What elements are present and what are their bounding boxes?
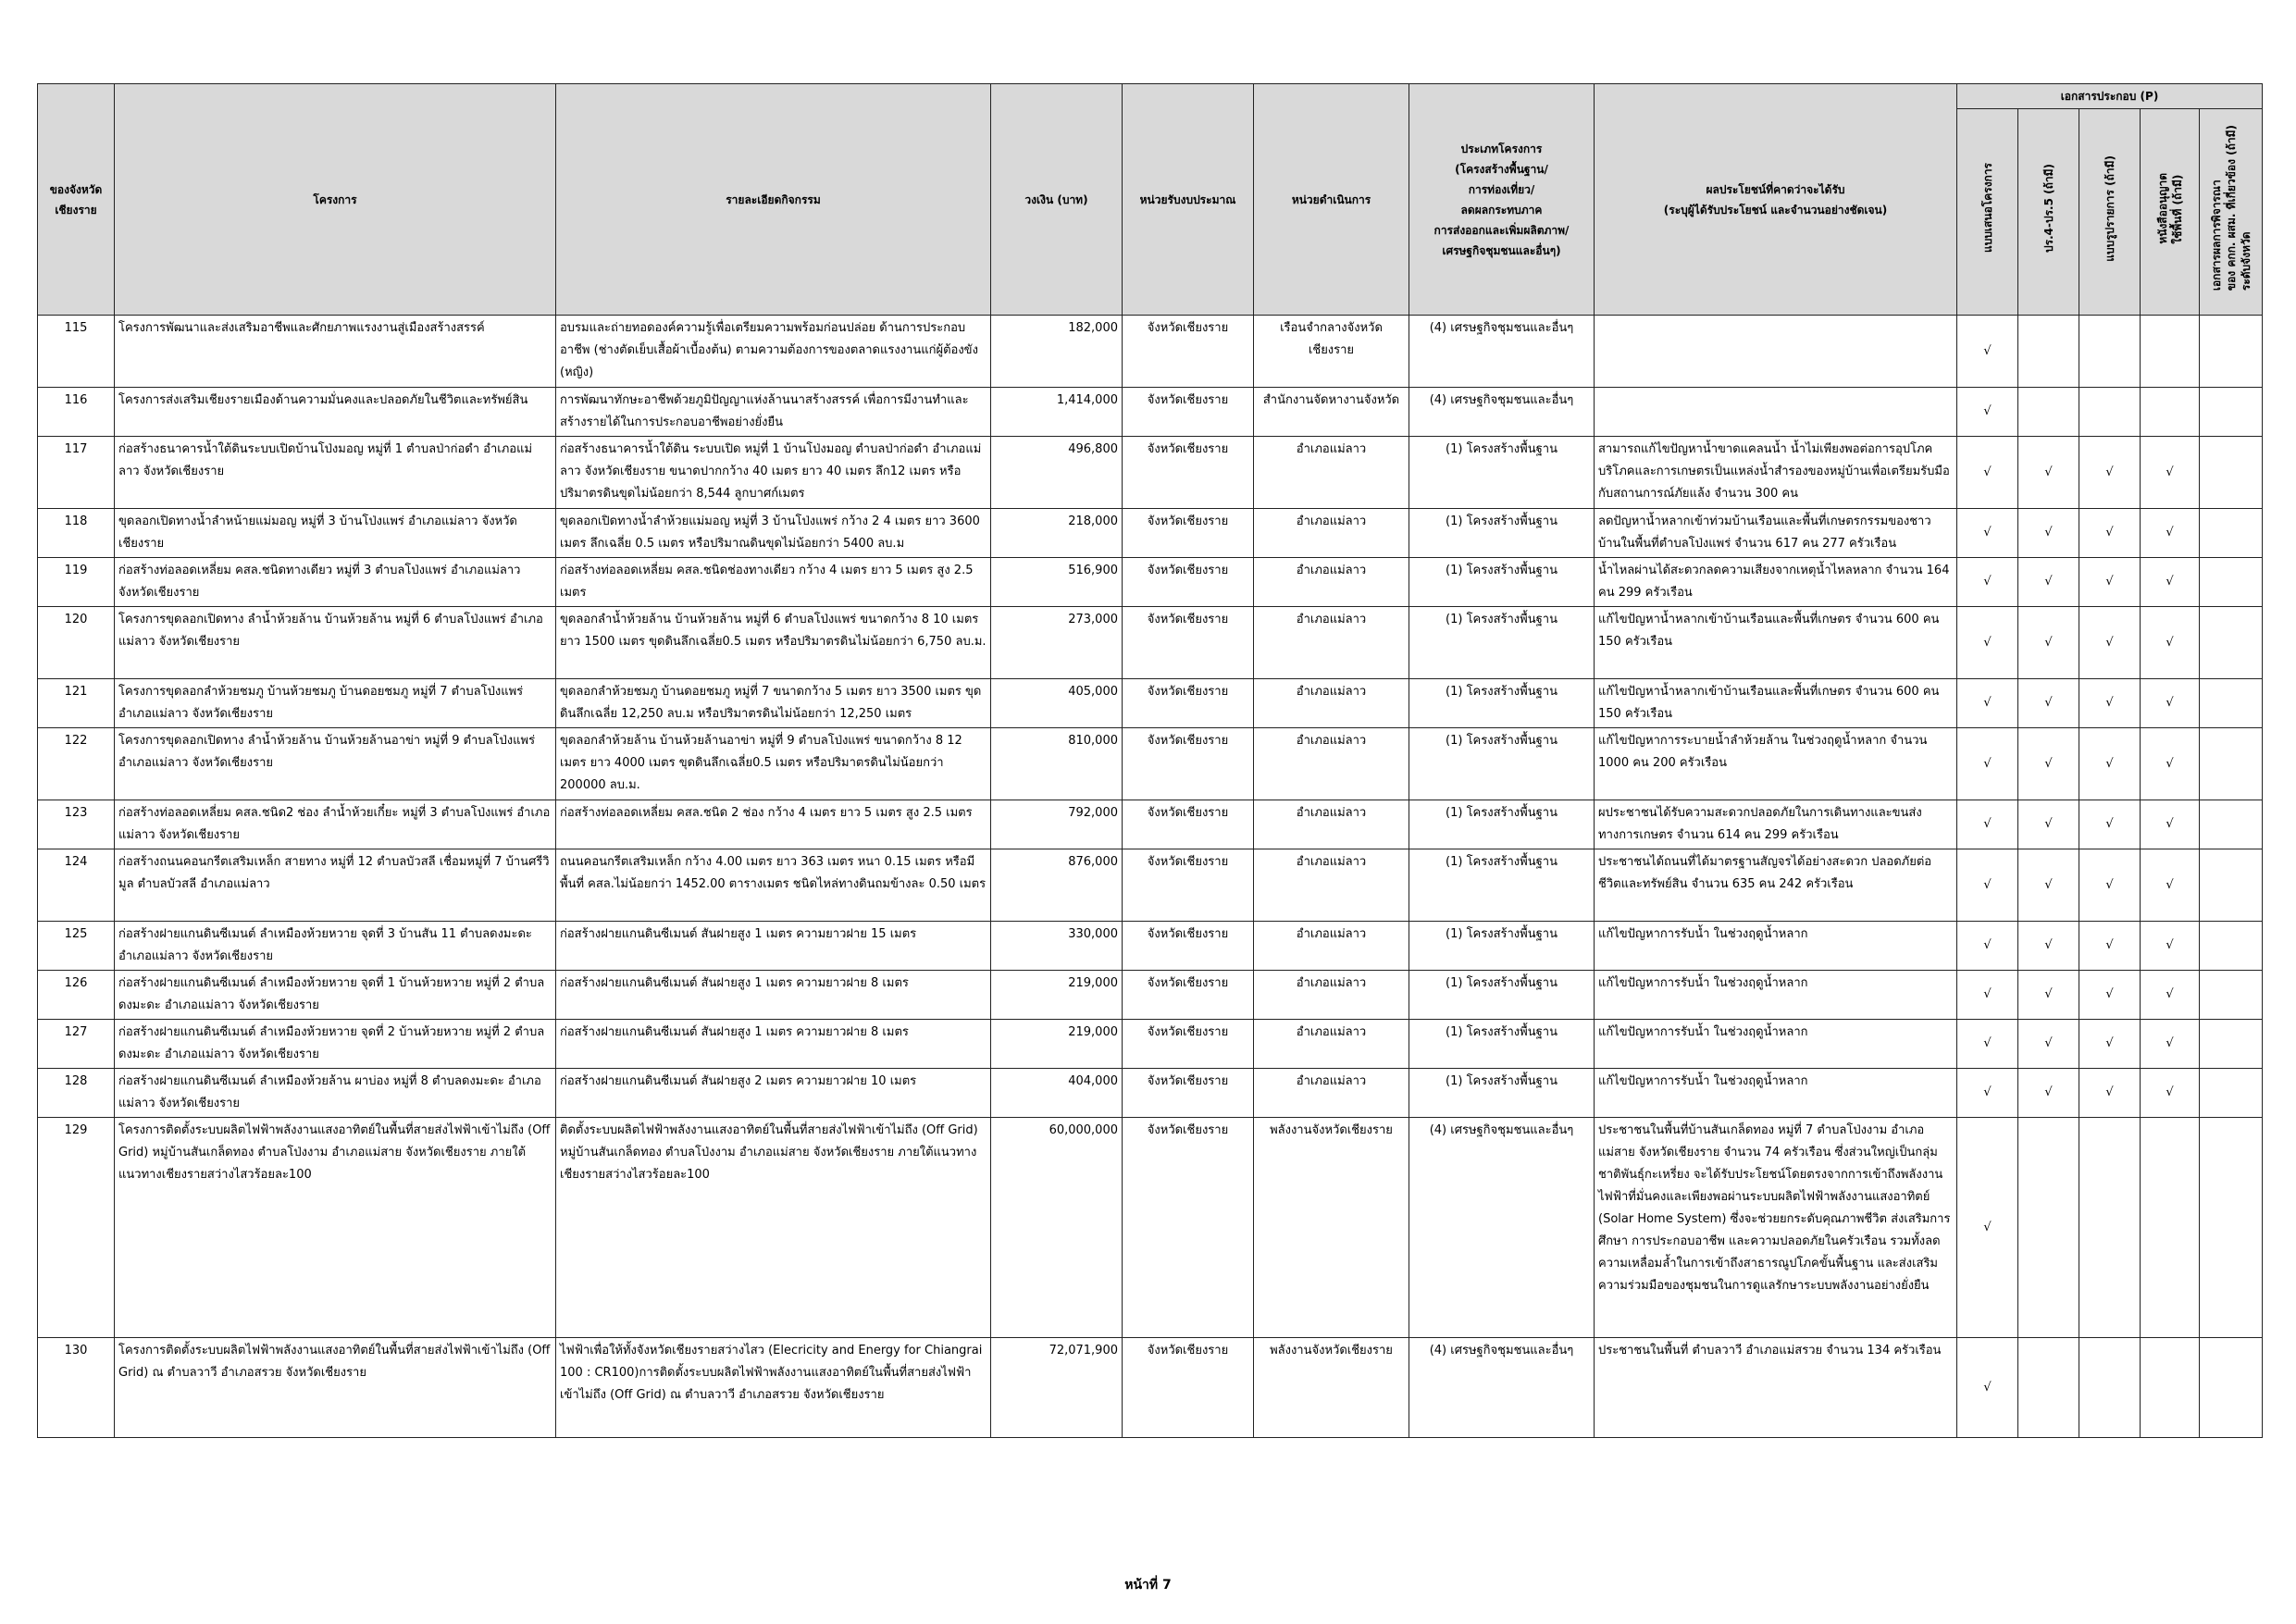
row-benefit bbox=[1595, 316, 1957, 388]
row-check-committee bbox=[2200, 388, 2263, 437]
row-check-drawing bbox=[2079, 388, 2141, 437]
table-row bbox=[38, 679, 2263, 728]
row-project-type: (4) เศรษฐกิจชุมชนและอื่นๆ bbox=[1409, 1118, 1595, 1338]
row-check-drawing: √ bbox=[2079, 849, 2141, 922]
row-check-drawing: √ bbox=[2079, 922, 2141, 971]
table-row bbox=[38, 1338, 2263, 1438]
row-check-estimate bbox=[2018, 388, 2079, 437]
row-project: โครงการส่งเสริมเชียงรายเมืองด้านความมั่นคงและปลอดภัยในชีวิตและทรัพย์สิน bbox=[115, 388, 556, 437]
row-amount: 1,414,000 bbox=[991, 388, 1123, 437]
row-operating-unit: สำนักงานจัดหางานจังหวัด bbox=[1254, 388, 1409, 437]
table-row bbox=[38, 922, 2263, 971]
row-detail: ก่อสร้างฝายแกนดินซีเมนต์ สันฝายสูง 2 เมตร ความยาวฝาย 10 เมตร bbox=[556, 1069, 991, 1118]
row-check-committee bbox=[2200, 1069, 2263, 1118]
header-benefit: ผลประโยชน์ที่คาดว่าจะได้รับ (ระบุผู้ได้รับประโยชน์ และจำนวนอย่างชัดเจน) bbox=[1595, 84, 1957, 316]
row-benefit: แก้ไขปัญหาน้ำหลากเข้าบ้านเรือนและพื้นที่เกษตร จำนวน 600 คน 150 ครัวเรือน bbox=[1595, 607, 1957, 679]
row-detail: ก่อสร้างฝายแกนดินซีเมนต์ สันฝายสูง 1 เมตร ความยาวฝาย 15 เมตร bbox=[556, 922, 991, 971]
row-number: 121 bbox=[38, 679, 115, 728]
header-project-type: ประเภทโครงการ (โครงสร้างพื้นฐาน/ การท่องเที่ยว/ ลดผลกระทบภาค การส่งออกและเพิ่มผลิตภาพ/ เศรษฐกิจชุมชนและอื่นๆ) bbox=[1409, 84, 1595, 316]
row-budget-unit: จังหวัดเชียงราย bbox=[1123, 607, 1254, 679]
row-budget-unit: จังหวัดเชียงราย bbox=[1123, 922, 1254, 971]
row-check-proposal: √ bbox=[1957, 437, 2018, 509]
row-check-permit bbox=[2141, 1118, 2200, 1338]
row-check-committee bbox=[2200, 679, 2263, 728]
row-check-proposal: √ bbox=[1957, 922, 2018, 971]
row-check-committee bbox=[2200, 971, 2263, 1020]
row-benefit: ประชาชนได้ถนนที่ได้มาตรฐานสัญจรได้อย่างสะดวก ปลอดภัยต่อชีวิตและทรัพย์สิน จำนวน 635 คน 242 ครัวเรือน bbox=[1595, 849, 1957, 922]
row-check-proposal: √ bbox=[1957, 509, 2018, 558]
row-operating-unit: เรือนจำกลางจังหวัดเชียงราย bbox=[1254, 316, 1409, 388]
row-budget-unit: จังหวัดเชียงราย bbox=[1123, 728, 1254, 800]
row-budget-unit: จังหวัดเชียงราย bbox=[1123, 679, 1254, 728]
row-number: 124 bbox=[38, 849, 115, 922]
row-amount: 72,071,900 bbox=[991, 1338, 1123, 1438]
header-doc-permit: หนังสืออนุญาต ใช้พื้นที่ (ถ้ามี) bbox=[2141, 109, 2200, 316]
header-doc-estimate: ปร.4-ปร.5 (ถ้ามี) bbox=[2018, 109, 2079, 316]
row-check-drawing: √ bbox=[2079, 1069, 2141, 1118]
row-detail: อบรมและถ่ายทอดองค์ความรู้เพื่อเตรียมความพร้อมก่อนปล่อย ด้านการประกอบอาชีพ (ช่างตัดเย็บเสื้อผ้าเบื้องต้น) ตามความต้องการของตลาดแรงงานแก่ผู้ต้องขัง (หญิง) bbox=[556, 316, 991, 388]
row-detail: การพัฒนาทักษะอาชีพด้วยภูมิปัญญาแห่งล้านนาสร้างสรรค์ เพื่อการมีงานทำและสร้างรายได้ในการประกอบอาชีพอย่างยั่งยืน bbox=[556, 388, 991, 437]
table-header bbox=[38, 84, 2263, 316]
row-operating-unit: อำเภอแม่ลาว bbox=[1254, 558, 1409, 607]
row-check-estimate bbox=[2018, 1118, 2079, 1338]
row-check-permit: √ bbox=[2141, 849, 2200, 922]
table-row bbox=[38, 971, 2263, 1020]
row-project: ก่อสร้างถนนคอนกรีตเสริมเหล็ก สายทาง หมู่ที่ 12 ตำบลบัวสลี เชื่อมหมู่ที่ 7 บ้านศรีวิมูล ตำบลบัวสลี อำเภอแม่ลาว bbox=[115, 849, 556, 922]
row-check-committee bbox=[2200, 1338, 2263, 1438]
row-check-proposal: √ bbox=[1957, 971, 2018, 1020]
row-benefit: แก้ไขปัญหาการรับน้ำ ในช่วงฤดูน้ำหลาก bbox=[1595, 1020, 1957, 1069]
row-project-type: (4) เศรษฐกิจชุมชนและอื่นๆ bbox=[1409, 388, 1595, 437]
header-amount: วงเงิน (บาท) bbox=[991, 84, 1123, 316]
row-check-drawing: √ bbox=[2079, 437, 2141, 509]
row-check-proposal: √ bbox=[1957, 388, 2018, 437]
row-budget-unit: จังหวัดเชียงราย bbox=[1123, 1069, 1254, 1118]
row-number: 118 bbox=[38, 509, 115, 558]
row-number: 130 bbox=[38, 1338, 115, 1438]
row-operating-unit: พลังงานจังหวัดเชียงราย bbox=[1254, 1338, 1409, 1438]
row-check-permit: √ bbox=[2141, 971, 2200, 1020]
row-check-proposal: √ bbox=[1957, 558, 2018, 607]
row-operating-unit: อำเภอแม่ลาว bbox=[1254, 728, 1409, 800]
row-project-type: (1) โครงสร้างพื้นฐาน bbox=[1409, 1020, 1595, 1069]
row-check-permit: √ bbox=[2141, 728, 2200, 800]
row-number: 115 bbox=[38, 316, 115, 388]
row-amount: 219,000 bbox=[991, 1020, 1123, 1069]
row-check-committee bbox=[2200, 1118, 2263, 1338]
row-operating-unit: อำเภอแม่ลาว bbox=[1254, 971, 1409, 1020]
row-project-type: (4) เศรษฐกิจชุมชนและอื่นๆ bbox=[1409, 1338, 1595, 1438]
row-check-permit: √ bbox=[2141, 558, 2200, 607]
row-amount: 810,000 bbox=[991, 728, 1123, 800]
row-benefit: สามารถแก้ไขปัญหาน้ำขาดแคลนน้ำ น้ำไม่เพียงพอต่อการอุปโภคบริโภคและการเกษตรเป็นแหล่งน้ำสำรองของหมู่บ้านเพื่อเตรียมรับมือกับสถานการณ์ภัยแล้ง จำนวน 300 คน bbox=[1595, 437, 1957, 509]
row-project-type: (1) โครงสร้างพื้นฐาน bbox=[1409, 728, 1595, 800]
row-detail: ก่อสร้างท่อลอดเหลี่ยม คสล.ชนิด 2 ช่อง กว้าง 4 เมตร ยาว 5 เมตร สูง 2.5 เมตร bbox=[556, 800, 991, 849]
table-row bbox=[38, 437, 2263, 509]
row-check-permit: √ bbox=[2141, 679, 2200, 728]
row-check-committee bbox=[2200, 1020, 2263, 1069]
row-check-estimate: √ bbox=[2018, 679, 2079, 728]
row-operating-unit: อำเภอแม่ลาว bbox=[1254, 849, 1409, 922]
header-province: ของจังหวัดเชียงราย bbox=[38, 84, 115, 316]
header-docs-group: เอกสารประกอบ (P) bbox=[1957, 84, 2263, 109]
row-budget-unit: จังหวัดเชียงราย bbox=[1123, 971, 1254, 1020]
row-check-proposal: √ bbox=[1957, 679, 2018, 728]
row-check-drawing: √ bbox=[2079, 971, 2141, 1020]
row-check-committee bbox=[2200, 437, 2263, 509]
row-check-committee bbox=[2200, 922, 2263, 971]
table-row bbox=[38, 1069, 2263, 1118]
row-check-estimate: √ bbox=[2018, 437, 2079, 509]
row-check-proposal: √ bbox=[1957, 1338, 2018, 1438]
row-number: 122 bbox=[38, 728, 115, 800]
page-number: หน้าที่ 7 bbox=[1124, 1578, 1172, 1593]
row-check-permit: √ bbox=[2141, 922, 2200, 971]
row-detail: ก่อสร้างธนาคารน้ำใต้ดิน ระบบเปิด หมู่ที่ 1 บ้านโป่งมอญ ตำบลป่าก่อดำ อำเภอแม่ลาว จังหวัดเชียงราย ขนาดปากกว้าง 40 เมตร ยาว 40 เมตร ลึก12 เมตร หรือปริมาตรดินขุดไม่น้อยกว่า 8,544 ลูกบาศก์เมตร bbox=[556, 437, 991, 509]
row-amount: 330,000 bbox=[991, 922, 1123, 971]
row-check-drawing bbox=[2079, 1118, 2141, 1338]
row-detail: ติดตั้งระบบผลิตไฟฟ้าพลังงานแสงอาทิตย์ในพื้นที่สายส่งไฟฟ้าเข้าไม่ถึง (Off Grid) หมู่บ้านสันเกล็ดทอง ตำบลโป่งงาม อำเภอแม่สาย จังหวัดเชียงราย ภายใต้แนวทางเชียงรายสว่างไสวร้อยละ100 bbox=[556, 1118, 991, 1338]
row-budget-unit: จังหวัดเชียงราย bbox=[1123, 558, 1254, 607]
table-row bbox=[38, 800, 2263, 849]
header-operating-unit: หน่วยดำเนินการ bbox=[1254, 84, 1409, 316]
row-benefit: แก้ไขปัญหาการรับน้ำ ในช่วงฤดูน้ำหลาก bbox=[1595, 1069, 1957, 1118]
row-operating-unit: อำเภอแม่ลาว bbox=[1254, 509, 1409, 558]
row-check-permit bbox=[2141, 388, 2200, 437]
row-check-estimate: √ bbox=[2018, 509, 2079, 558]
row-benefit: แก้ไขปัญหาน้ำหลากเข้าบ้านเรือนและพื้นที่เกษตร จำนวน 600 คน 150 ครัวเรือน bbox=[1595, 679, 1957, 728]
header-doc-committee: เอกสารผลการพิจารณา ของ คกก. ผสม. ที่เกี่ยวข้อง (ถ้ามี) ระดับจังหวัด bbox=[2200, 109, 2263, 316]
row-budget-unit: จังหวัดเชียงราย bbox=[1123, 388, 1254, 437]
row-detail: ก่อสร้างฝายแกนดินซีเมนต์ สันฝายสูง 1 เมตร ความยาวฝาย 8 เมตร bbox=[556, 1020, 991, 1069]
row-check-drawing: √ bbox=[2079, 679, 2141, 728]
table-row bbox=[38, 849, 2263, 922]
row-check-proposal: √ bbox=[1957, 607, 2018, 679]
row-detail: ไฟฟ้าเพื่อให้ทั้งจังหวัดเชียงรายสว่างไสว (Elecricity and Energy for Chiangrai 100 : CR100)การติดตั้งระบบผลิตไฟฟ้าพลังงานแสงอาทิตย์ในพื้นที่สายส่งไฟฟ้าเข้าไม่ถึง (Off Grid) ณ ตำบลวาวี อำเภอสรวย จังหวัดเชียงราย bbox=[556, 1338, 991, 1438]
row-benefit: แก้ไขปัญหาการระบายน้ำลำห้วยล้าน ในช่วงฤดูน้ำหลาก จำนวน 1000 คน 200 ครัวเรือน bbox=[1595, 728, 1957, 800]
row-project-type: (1) โครงสร้างพื้นฐาน bbox=[1409, 607, 1595, 679]
row-check-committee bbox=[2200, 509, 2263, 558]
row-project: ก่อสร้างธนาคารน้ำใต้ดินระบบเปิดบ้านโป่งมอญ หมู่ที่ 1 ตำบลป่าก่อดำ อำเภอแม่ลาว จังหวัดเชียงราย bbox=[115, 437, 556, 509]
row-check-committee bbox=[2200, 728, 2263, 800]
row-budget-unit: จังหวัดเชียงราย bbox=[1123, 1020, 1254, 1069]
row-number: 123 bbox=[38, 800, 115, 849]
projects-table bbox=[37, 83, 2263, 1438]
row-number: 127 bbox=[38, 1020, 115, 1069]
row-check-permit: √ bbox=[2141, 1020, 2200, 1069]
row-benefit: แก้ไขปัญหาการรับน้ำ ในช่วงฤดูน้ำหลาก bbox=[1595, 971, 1957, 1020]
row-check-estimate: √ bbox=[2018, 728, 2079, 800]
table-row bbox=[38, 1020, 2263, 1069]
row-amount: 218,000 bbox=[991, 509, 1123, 558]
row-amount: 60,000,000 bbox=[991, 1118, 1123, 1338]
row-number: 119 bbox=[38, 558, 115, 607]
row-number: 120 bbox=[38, 607, 115, 679]
row-check-estimate bbox=[2018, 1338, 2079, 1438]
table-row bbox=[38, 1118, 2263, 1338]
table-row bbox=[38, 558, 2263, 607]
header-doc-drawing: แบบรูปรายการ (ถ้ามี) bbox=[2079, 109, 2141, 316]
row-check-permit: √ bbox=[2141, 1069, 2200, 1118]
row-detail: ขุดลอกลำน้ำห้วยล้าน บ้านห้วยล้าน หมู่ที่ 6 ตำบลโป่งแพร่ ขนาดกว้าง 8 10 เมตร ยาว 1500 เมตร ขุดดินลึกเฉลี่ย0.5 เมตร หรือปริมาตรดินไม่น้อยกว่า 6,750 ลบ.ม. bbox=[556, 607, 991, 679]
row-check-drawing: √ bbox=[2079, 509, 2141, 558]
row-detail: ขุดลอกเปิดทางน้ำลำห้วยแม่มอญ หมู่ที่ 3 บ้านโป่งแพร่ กว้าง 2 4 เมตร ยาว 3600 เมตร ลึกเฉลี่ย 0.5 เมตร หรือปริมาณดินขุดไม่น้อยกว่า 5400 ลบ.ม bbox=[556, 509, 991, 558]
header-detail: รายละเอียดกิจกรรม bbox=[556, 84, 991, 316]
row-operating-unit: อำเภอแม่ลาว bbox=[1254, 1020, 1409, 1069]
row-project-type: (1) โครงสร้างพื้นฐาน bbox=[1409, 800, 1595, 849]
table-row bbox=[38, 388, 2263, 437]
row-check-drawing: √ bbox=[2079, 1020, 2141, 1069]
row-check-drawing: √ bbox=[2079, 558, 2141, 607]
row-project-type: (1) โครงสร้างพื้นฐาน bbox=[1409, 1069, 1595, 1118]
row-amount: 792,000 bbox=[991, 800, 1123, 849]
row-project: ก่อสร้างท่อลอดเหลี่ยม คสล.ชนิดทางเดียว หมู่ที่ 3 ตำบลโป่งแพร่ อำเภอแม่ลาว จังหวัดเชียงราย bbox=[115, 558, 556, 607]
row-project: โครงการขุดลอกลำห้วยชมภู บ้านห้วยชมภู บ้านดอยชมภู หมู่ที่ 7 ตำบลโป่งแพร่ อำเภอแม่ลาว จังหวัดเชียงราย bbox=[115, 679, 556, 728]
row-check-permit: √ bbox=[2141, 437, 2200, 509]
row-operating-unit: อำเภอแม่ลาว bbox=[1254, 800, 1409, 849]
header-project: โครงการ bbox=[115, 84, 556, 316]
row-check-estimate: √ bbox=[2018, 800, 2079, 849]
row-check-drawing bbox=[2079, 316, 2141, 388]
row-benefit: ผประชาชนได้รับความสะดวกปลอดภัยในการเดินทางและขนส่งทางการเกษตร จำนวน 614 คน 299 ครัวเรือน bbox=[1595, 800, 1957, 849]
row-project: โครงการพัฒนาและส่งเสริมอาชีพและศักยภาพแรงงานสู่เมืองสร้างสรรค์ bbox=[115, 316, 556, 388]
row-check-estimate: √ bbox=[2018, 1020, 2079, 1069]
row-project: โครงการติดตั้งระบบผลิตไฟฟ้าพลังงานแสงอาทิตย์ในพื้นที่สายส่งไฟฟ้าเข้าไม่ถึง (Off Grid) หมู่บ้านสันเกล็ดทอง ตำบลโป่งงาม อำเภอแม่สาย จังหวัดเชียงราย ภายใต้แนวทางเชียงรายสว่างไสวร้อยละ100 bbox=[115, 1118, 556, 1338]
row-check-estimate: √ bbox=[2018, 607, 2079, 679]
row-check-drawing: √ bbox=[2079, 728, 2141, 800]
row-amount: 219,000 bbox=[991, 971, 1123, 1020]
row-check-proposal: √ bbox=[1957, 800, 2018, 849]
row-check-drawing bbox=[2079, 1338, 2141, 1438]
row-amount: 876,000 bbox=[991, 849, 1123, 922]
row-budget-unit: จังหวัดเชียงราย bbox=[1123, 1118, 1254, 1338]
row-check-permit: √ bbox=[2141, 800, 2200, 849]
row-budget-unit: จังหวัดเชียงราย bbox=[1123, 509, 1254, 558]
table-row bbox=[38, 607, 2263, 679]
row-check-proposal: √ bbox=[1957, 849, 2018, 922]
row-number: 116 bbox=[38, 388, 115, 437]
row-detail: ก่อสร้างฝายแกนดินซีเมนต์ สันฝายสูง 1 เมตร ความยาวฝาย 8 เมตร bbox=[556, 971, 991, 1020]
row-amount: 273,000 bbox=[991, 607, 1123, 679]
row-budget-unit: จังหวัดเชียงราย bbox=[1123, 849, 1254, 922]
row-benefit: แก้ไขปัญหาการรับน้ำ ในช่วงฤดูน้ำหลาก bbox=[1595, 922, 1957, 971]
row-operating-unit: อำเภอแม่ลาว bbox=[1254, 679, 1409, 728]
row-detail: ขุดลอกลำห้วยชมภู บ้านดอยชมภู หมู่ที่ 7 ขนาดกว้าง 5 เมตร ยาว 3500 เมตร ขุดดินลึกเฉลี่ย 12,250 ลบ.ม หรือปริมาตรดินไม่น้อยกว่า 12,250 เมตร bbox=[556, 679, 991, 728]
row-check-committee bbox=[2200, 800, 2263, 849]
row-benefit: ประชาชนในพื้นที่ ตำบลวาวี อำเภอแม่สรวย จำนวน 134 ครัวเรือน bbox=[1595, 1338, 1957, 1438]
row-number: 129 bbox=[38, 1118, 115, 1338]
row-project-type: (1) โครงสร้างพื้นฐาน bbox=[1409, 509, 1595, 558]
row-check-proposal: √ bbox=[1957, 728, 2018, 800]
row-number: 117 bbox=[38, 437, 115, 509]
row-project: ก่อสร้างฝายแกนดินซีเมนต์ ลำเหมืองห้วยหวาย จุดที่ 1 บ้านห้วยหวาย หมู่ที่ 2 ตำบลดงมะดะ อำเภอแม่ลาว จังหวัดเชียงราย bbox=[115, 971, 556, 1020]
row-amount: 405,000 bbox=[991, 679, 1123, 728]
row-check-estimate: √ bbox=[2018, 558, 2079, 607]
row-detail: ถนนคอนกรีตเสริมเหล็ก กว้าง 4.00 เมตร ยาว 363 เมตร หนา 0.15 เมตร หรือมีพื้นที่ คสล.ไม่น้อยกว่า 1452.00 ตารางเมตร ชนิดไหล่ทางดินถมข้างละ 0.50 เมตร bbox=[556, 849, 991, 922]
table-row bbox=[38, 509, 2263, 558]
header-doc-proposal: แบบเสนอโครงการ bbox=[1957, 109, 2018, 316]
row-number: 126 bbox=[38, 971, 115, 1020]
row-budget-unit: จังหวัดเชียงราย bbox=[1123, 437, 1254, 509]
row-check-committee bbox=[2200, 558, 2263, 607]
row-project: ขุดลอกเปิดทางน้ำลำหน้ายแม่มอญ หมู่ที่ 3 บ้านโป่งแพร่ อำเภอแม่ลาว จังหวัดเชียงราย bbox=[115, 509, 556, 558]
header-budget-unit: หน่วยรับงบประมาณ bbox=[1123, 84, 1254, 316]
row-budget-unit: จังหวัดเชียงราย bbox=[1123, 1338, 1254, 1438]
row-check-estimate bbox=[2018, 316, 2079, 388]
table-body bbox=[38, 316, 2263, 1438]
row-check-estimate: √ bbox=[2018, 922, 2079, 971]
row-project: ก่อสร้างท่อลอดเหลี่ยม คสล.ชนิด2 ช่อง ลำน้ำห้วยเกี๋ยะ หมู่ที่ 3 ตำบลโป่งแพร่ อำเภอแม่ลาว จังหวัดเชียงราย bbox=[115, 800, 556, 849]
row-number: 125 bbox=[38, 922, 115, 971]
row-check-permit bbox=[2141, 1338, 2200, 1438]
row-check-proposal: √ bbox=[1957, 1020, 2018, 1069]
row-check-drawing: √ bbox=[2079, 607, 2141, 679]
row-amount: 496,800 bbox=[991, 437, 1123, 509]
row-project: ก่อสร้างฝายแกนดินซีเมนต์ ลำเหมืองห้วยหวาย จุดที่ 3 บ้านสัน 11 ตำบลดงมะดะ อำเภอแม่ลาว จังหวัดเชียงราย bbox=[115, 922, 556, 971]
row-project-type: (1) โครงสร้างพื้นฐาน bbox=[1409, 679, 1595, 728]
row-operating-unit: อำเภอแม่ลาว bbox=[1254, 607, 1409, 679]
row-project: ก่อสร้างฝายแกนดินซีเมนต์ ลำเหมืองห้วยหวาย จุดที่ 2 บ้านห้วยหวาย หมู่ที่ 2 ตำบลดงมะดะ อำเภอแม่ลาว จังหวัดเชียงราย bbox=[115, 1020, 556, 1069]
row-operating-unit: พลังงานจังหวัดเชียงราย bbox=[1254, 1118, 1409, 1338]
row-project-type: (1) โครงสร้างพื้นฐาน bbox=[1409, 849, 1595, 922]
row-operating-unit: อำเภอแม่ลาว bbox=[1254, 437, 1409, 509]
table-row bbox=[38, 728, 2263, 800]
row-check-estimate: √ bbox=[2018, 849, 2079, 922]
row-check-committee bbox=[2200, 849, 2263, 922]
row-project-type: (1) โครงสร้างพื้นฐาน bbox=[1409, 437, 1595, 509]
row-benefit: ประชาชนในพื้นที่บ้านสันเกล็ดทอง หมู่ที่ 7 ตำบลโป่งงาม อำเภอแม่สาย จังหวัดเชียงราย จำนวน 74 ครัวเรือน ซึ่งส่วนใหญ่เป็นกลุ่มชาติพันธุ์กะเหรี่ยง จะได้รับประโยชน์โดยตรงจากการเข้าถึงพลังงานไฟฟ้าที่มั่นคงและเพียงพอผ่านระบบผลิตไฟฟ้าพลังงานแสงอาทิตย์ (Solar Home System) ซึ่งจะช่วยยกระดับคุณภาพชีวิต ส่งเสริมการศึกษา การประกอบอาชีพ และความปลอดภัยในครัวเรือน รวมทั้งลดความเหลื่อมล้ำในการเข้าถึงสาธารณูปโภคขั้นพื้นฐาน และส่งเสริมความร่วมมือของชุมชนในการดูแลรักษาระบบพลังงานอย่างยั่งยืน bbox=[1595, 1118, 1957, 1338]
row-check-committee bbox=[2200, 607, 2263, 679]
row-project: โครงการติดตั้งระบบผลิตไฟฟ้าพลังงานแสงอาทิตย์ในพื้นที่สายส่งไฟฟ้าเข้าไม่ถึง (Off Grid) ณ ตำบลวาวี อำเภอสรวย จังหวัดเชียงราย bbox=[115, 1338, 556, 1438]
row-project: โครงการขุดลอกเปิดทาง ลำน้ำห้วยล้าน บ้านห้วยล้านอาข่า หมู่ที่ 9 ตำบลโป่งแพร่ อำเภอแม่ลาว จังหวัดเชียงราย bbox=[115, 728, 556, 800]
row-budget-unit: จังหวัดเชียงราย bbox=[1123, 316, 1254, 388]
row-check-estimate: √ bbox=[2018, 1069, 2079, 1118]
row-detail: ก่อสร้างท่อลอดเหลี่ยม คสล.ชนิดช่องทางเดียว กว้าง 4 เมตร ยาว 5 เมตร สูง 2.5 เมตร bbox=[556, 558, 991, 607]
row-project: โครงการขุดลอกเปิดทาง ลำน้ำห้วยล้าน บ้านห้วยล้าน หมู่ที่ 6 ตำบลโป่งแพร่ อำเภอแม่ลาว จังหวัดเชียงราย bbox=[115, 607, 556, 679]
row-project-type: (4) เศรษฐกิจชุมชนและอื่นๆ bbox=[1409, 316, 1595, 388]
row-amount: 516,900 bbox=[991, 558, 1123, 607]
row-project-type: (1) โครงสร้างพื้นฐาน bbox=[1409, 558, 1595, 607]
row-benefit bbox=[1595, 388, 1957, 437]
row-number: 128 bbox=[38, 1069, 115, 1118]
row-check-drawing: √ bbox=[2079, 800, 2141, 849]
row-check-estimate: √ bbox=[2018, 971, 2079, 1020]
row-check-permit: √ bbox=[2141, 607, 2200, 679]
row-check-permit: √ bbox=[2141, 509, 2200, 558]
row-detail: ขุดลอกลำห้วยล้าน บ้านห้วยล้านอาข่า หมู่ที่ 9 ตำบลโป่งแพร่ ขนาดกว้าง 8 12 เมตร ยาว 4000 เมตร ขุดดินลึกเฉลี่ย0.5 เมตร หรือปริมาตรดินไม่น้อยกว่า 200000 ลบ.ม. bbox=[556, 728, 991, 800]
row-budget-unit: จังหวัดเชียงราย bbox=[1123, 800, 1254, 849]
row-benefit: น้ำไหลผ่านได้สะดวกลดความเสียงจากเหตุน้ำไหลหลาก จำนวน 164 คน 299 ครัวเรือน bbox=[1595, 558, 1957, 607]
row-check-permit bbox=[2141, 316, 2200, 388]
row-benefit: ลดปัญหาน้ำหลากเข้าท่วมบ้านเรือนและพื้นที่เกษตรกรรมของชาวบ้านในพื้นที่ตำบลโป่งแพร่ จำนวน 617 คน 277 ครัวเรือน bbox=[1595, 509, 1957, 558]
row-project: ก่อสร้างฝายแกนดินซีเมนต์ ลำเหมืองห้วยล้าน ผาบ่อง หมู่ที่ 8 ตำบลดงมะดะ อำเภอแม่ลาว จังหวัดเชียงราย bbox=[115, 1069, 556, 1118]
row-check-proposal: √ bbox=[1957, 316, 2018, 388]
table-row bbox=[38, 316, 2263, 388]
row-check-proposal: √ bbox=[1957, 1069, 2018, 1118]
row-check-committee bbox=[2200, 316, 2263, 388]
row-check-proposal: √ bbox=[1957, 1118, 2018, 1338]
row-operating-unit: อำเภอแม่ลาว bbox=[1254, 922, 1409, 971]
row-project-type: (1) โครงสร้างพื้นฐาน bbox=[1409, 971, 1595, 1020]
row-amount: 404,000 bbox=[991, 1069, 1123, 1118]
row-project-type: (1) โครงสร้างพื้นฐาน bbox=[1409, 922, 1595, 971]
row-amount: 182,000 bbox=[991, 316, 1123, 388]
row-operating-unit: อำเภอแม่ลาว bbox=[1254, 1069, 1409, 1118]
